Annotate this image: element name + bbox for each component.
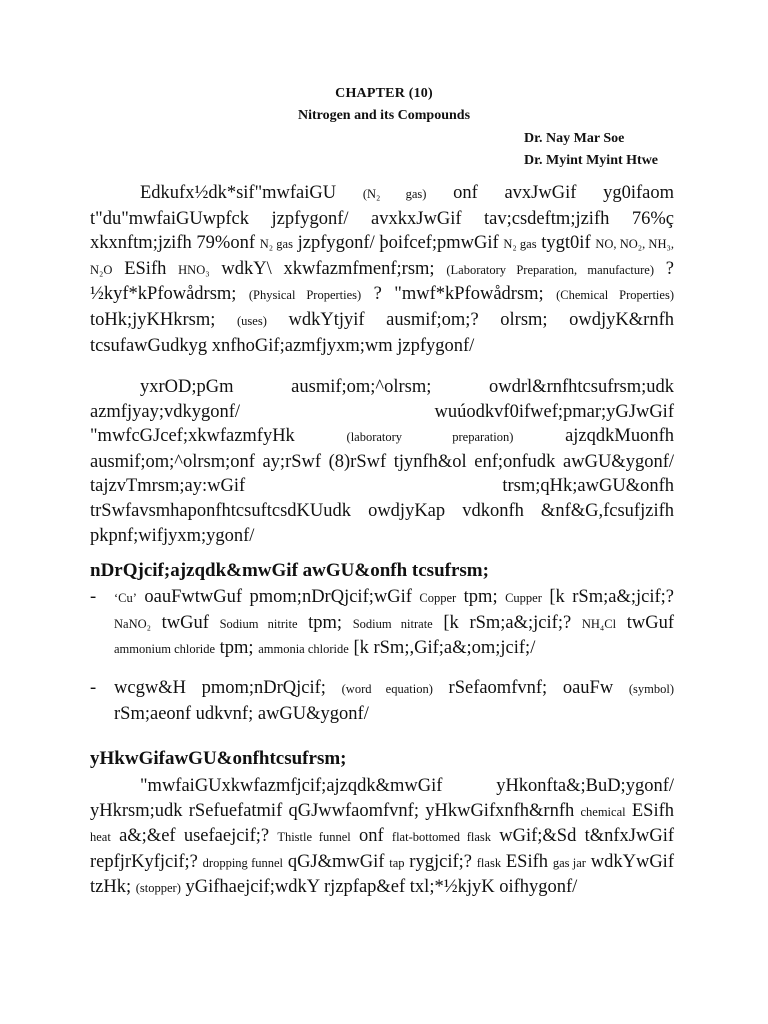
english-term: tap: [389, 855, 405, 870]
text-run: rygjcif;?: [404, 851, 477, 872]
text-run: a&;&ef usefaejcif;?: [110, 826, 278, 847]
text-run: tpm;: [456, 587, 506, 607]
english-term: NO, NO₂, NH₃, N₂O: [90, 237, 674, 277]
text-run: wdkYwGif tzHk;: [90, 851, 674, 898]
author-name: Dr. Myint Myint Htwe: [524, 153, 659, 168]
english-term: flat-bottomed flask: [391, 830, 491, 845]
english-term: flask: [476, 855, 502, 870]
list-item-text: [114, 678, 674, 724]
english-term: Cupper: [505, 591, 542, 605]
list-item: [90, 676, 674, 726]
list-item: [90, 585, 674, 662]
english-term: (word equation): [341, 682, 433, 696]
text-run: wcgw&H pmom;nDrQjcif;: [114, 678, 342, 698]
section-heading: nDrQjcif;ajzqdk&mwGif awGU&onfh tcsufrsm;: [90, 560, 489, 581]
english-term: HNO₃: [178, 262, 210, 277]
english-term: gas jar: [552, 855, 586, 870]
english-term: NH₄Cl: [581, 616, 617, 631]
text-run: ajzqdkMuonfh ausmif;om;^olrsm;onf ay;rSwf (8)rSwf tjynfh&ol enf;onfudk awGU&ygonf/ tajzvTmrsm;ay:wGif trsm;qHk;awGU&onfh trSwfavsmhaponfhtcsuftcsdKUudk owdjyKap vdkonfh &nf&G,fcsufjzifh pkpnf;wifjyxm;ygonf/: [90, 426, 674, 546]
english-term: (Physical Properties): [248, 288, 362, 303]
bullet-dash: -: [90, 678, 97, 698]
text-run: twGuf: [151, 612, 220, 633]
text-run: oauFwtwGuf pmom;nDrQjcif;wGif: [136, 587, 420, 607]
english-term: ‘Cu’: [114, 591, 137, 605]
text-run: ? "mwf*kPfowådrsm;: [361, 284, 557, 305]
chapter-title: CHAPTER (10): [335, 86, 433, 101]
english-term: (symbol): [628, 682, 675, 696]
text-run: wdkYtjyif ausmif;om;? olrsm; owdjyK&rnfh tcsufawGudkyg xnfhoGif;azmfjyxm;wm jzpfygonf/: [90, 309, 674, 356]
chapter-subtitle: Nitrogen and its Compounds: [297, 108, 471, 123]
text-run: yGifhaejcif;wdkY rjzpfap&ef txl;*½kjyK oifhygonf/: [180, 877, 578, 898]
text-run: toHk;jyKHkrsm;: [90, 309, 238, 330]
english-term: chemical: [580, 804, 626, 819]
english-term: Thistle funnel: [277, 830, 351, 845]
section-heading: yHkwGifawGU&onfhtcsufrsm;: [90, 748, 347, 769]
list-item-text: [114, 587, 674, 658]
text-run: Edkufx½dk*sif"mwfaiGU: [140, 183, 363, 203]
english-term: NaNO₂: [114, 616, 151, 631]
english-term: (N₂ gas): [362, 187, 427, 201]
english-term: (stopper): [135, 881, 181, 896]
text-run: ? ½kyf*kPfowådrsm;: [90, 258, 674, 305]
text-run: [k rSm;a&;jcif;?: [541, 587, 674, 607]
english-term: (laboratory preparation): [346, 430, 514, 445]
text-run: twGuf: [616, 612, 674, 633]
body-paragraph: [90, 774, 674, 901]
english-term: (uses): [237, 313, 267, 328]
text-run: onf: [350, 826, 392, 847]
english-term: ammonia chloride: [258, 642, 349, 657]
text-run: jzpfygonf/ þoifcef;pmwGif: [292, 233, 504, 254]
text-run: [k rSm;a&;jcif;?: [432, 612, 582, 633]
text-run: tygt0if: [536, 233, 596, 254]
text-run: [k rSm;,Gif;a&;om;jcif;/: [348, 638, 536, 659]
text-run: onf avxJwGif yg0ifaom t"du"mwfaiGUwpfck jzpfygonf/ avxkxJwGif tav;csdeftm;jzifh 76%ç xkxnftm;jzifh 79%onf: [90, 183, 674, 254]
intro-paragraph: [90, 181, 674, 358]
intro-paragraph: [90, 375, 674, 548]
english-term: Sodium nitrate: [352, 616, 433, 631]
text-run: yxrOD;pGm ausmif;om;^olrsm; owdrl&rnfhtcsufrsm;udk azmfjyay;vdkygonf/ wuúodkvf0ifwef;pmar;yGJwGif "mwfcGJcef;xkwfazmfyHk: [90, 377, 674, 447]
text-run: ESifh: [501, 851, 553, 872]
english-term: (Laboratory Preparation, manufacture): [446, 262, 654, 277]
authors-block: [524, 128, 658, 172]
text-run: ESifh: [625, 800, 674, 821]
english-term: Copper: [419, 591, 457, 605]
english-term: Sodium nitrite: [219, 616, 298, 631]
english-term: ammonium chloride: [114, 642, 216, 657]
text-run: wGif;&Sd t&nfxJwGif repfjrKyfjcif;?: [90, 826, 674, 872]
text-run: tpm;: [215, 638, 259, 659]
text-run: tpm;: [297, 612, 353, 633]
english-term: N₂ gas: [503, 237, 537, 252]
text-run: "mwfaiGUxkwfazmfjcif;ajzqdk&mwGif yHkonfta&;BuD;ygonf/ yHkrsm;udk rSefuefatmif qGJwwfaomfvnf; yHkwGifxnfh&rnfh: [90, 776, 674, 821]
text-run: rSefaomfvnf; oauFw: [432, 678, 629, 698]
text-run: rSm;aeonf udkvnf; awGU&ygonf/: [114, 703, 369, 724]
text-run: wdkY\ xkwfazmfmenf;rsm;: [209, 258, 447, 279]
bullet-dash: -: [90, 587, 97, 607]
english-term: (Chemical Properties): [556, 288, 674, 303]
text-run: ESifh: [112, 258, 179, 279]
author-name: Dr. Nay Mar Soe: [524, 131, 625, 146]
text-run: qGJ&mwGif: [283, 851, 390, 872]
english-term: heat: [90, 830, 111, 845]
english-term: dropping funnel: [202, 855, 284, 870]
english-term: N₂ gas: [259, 237, 293, 252]
